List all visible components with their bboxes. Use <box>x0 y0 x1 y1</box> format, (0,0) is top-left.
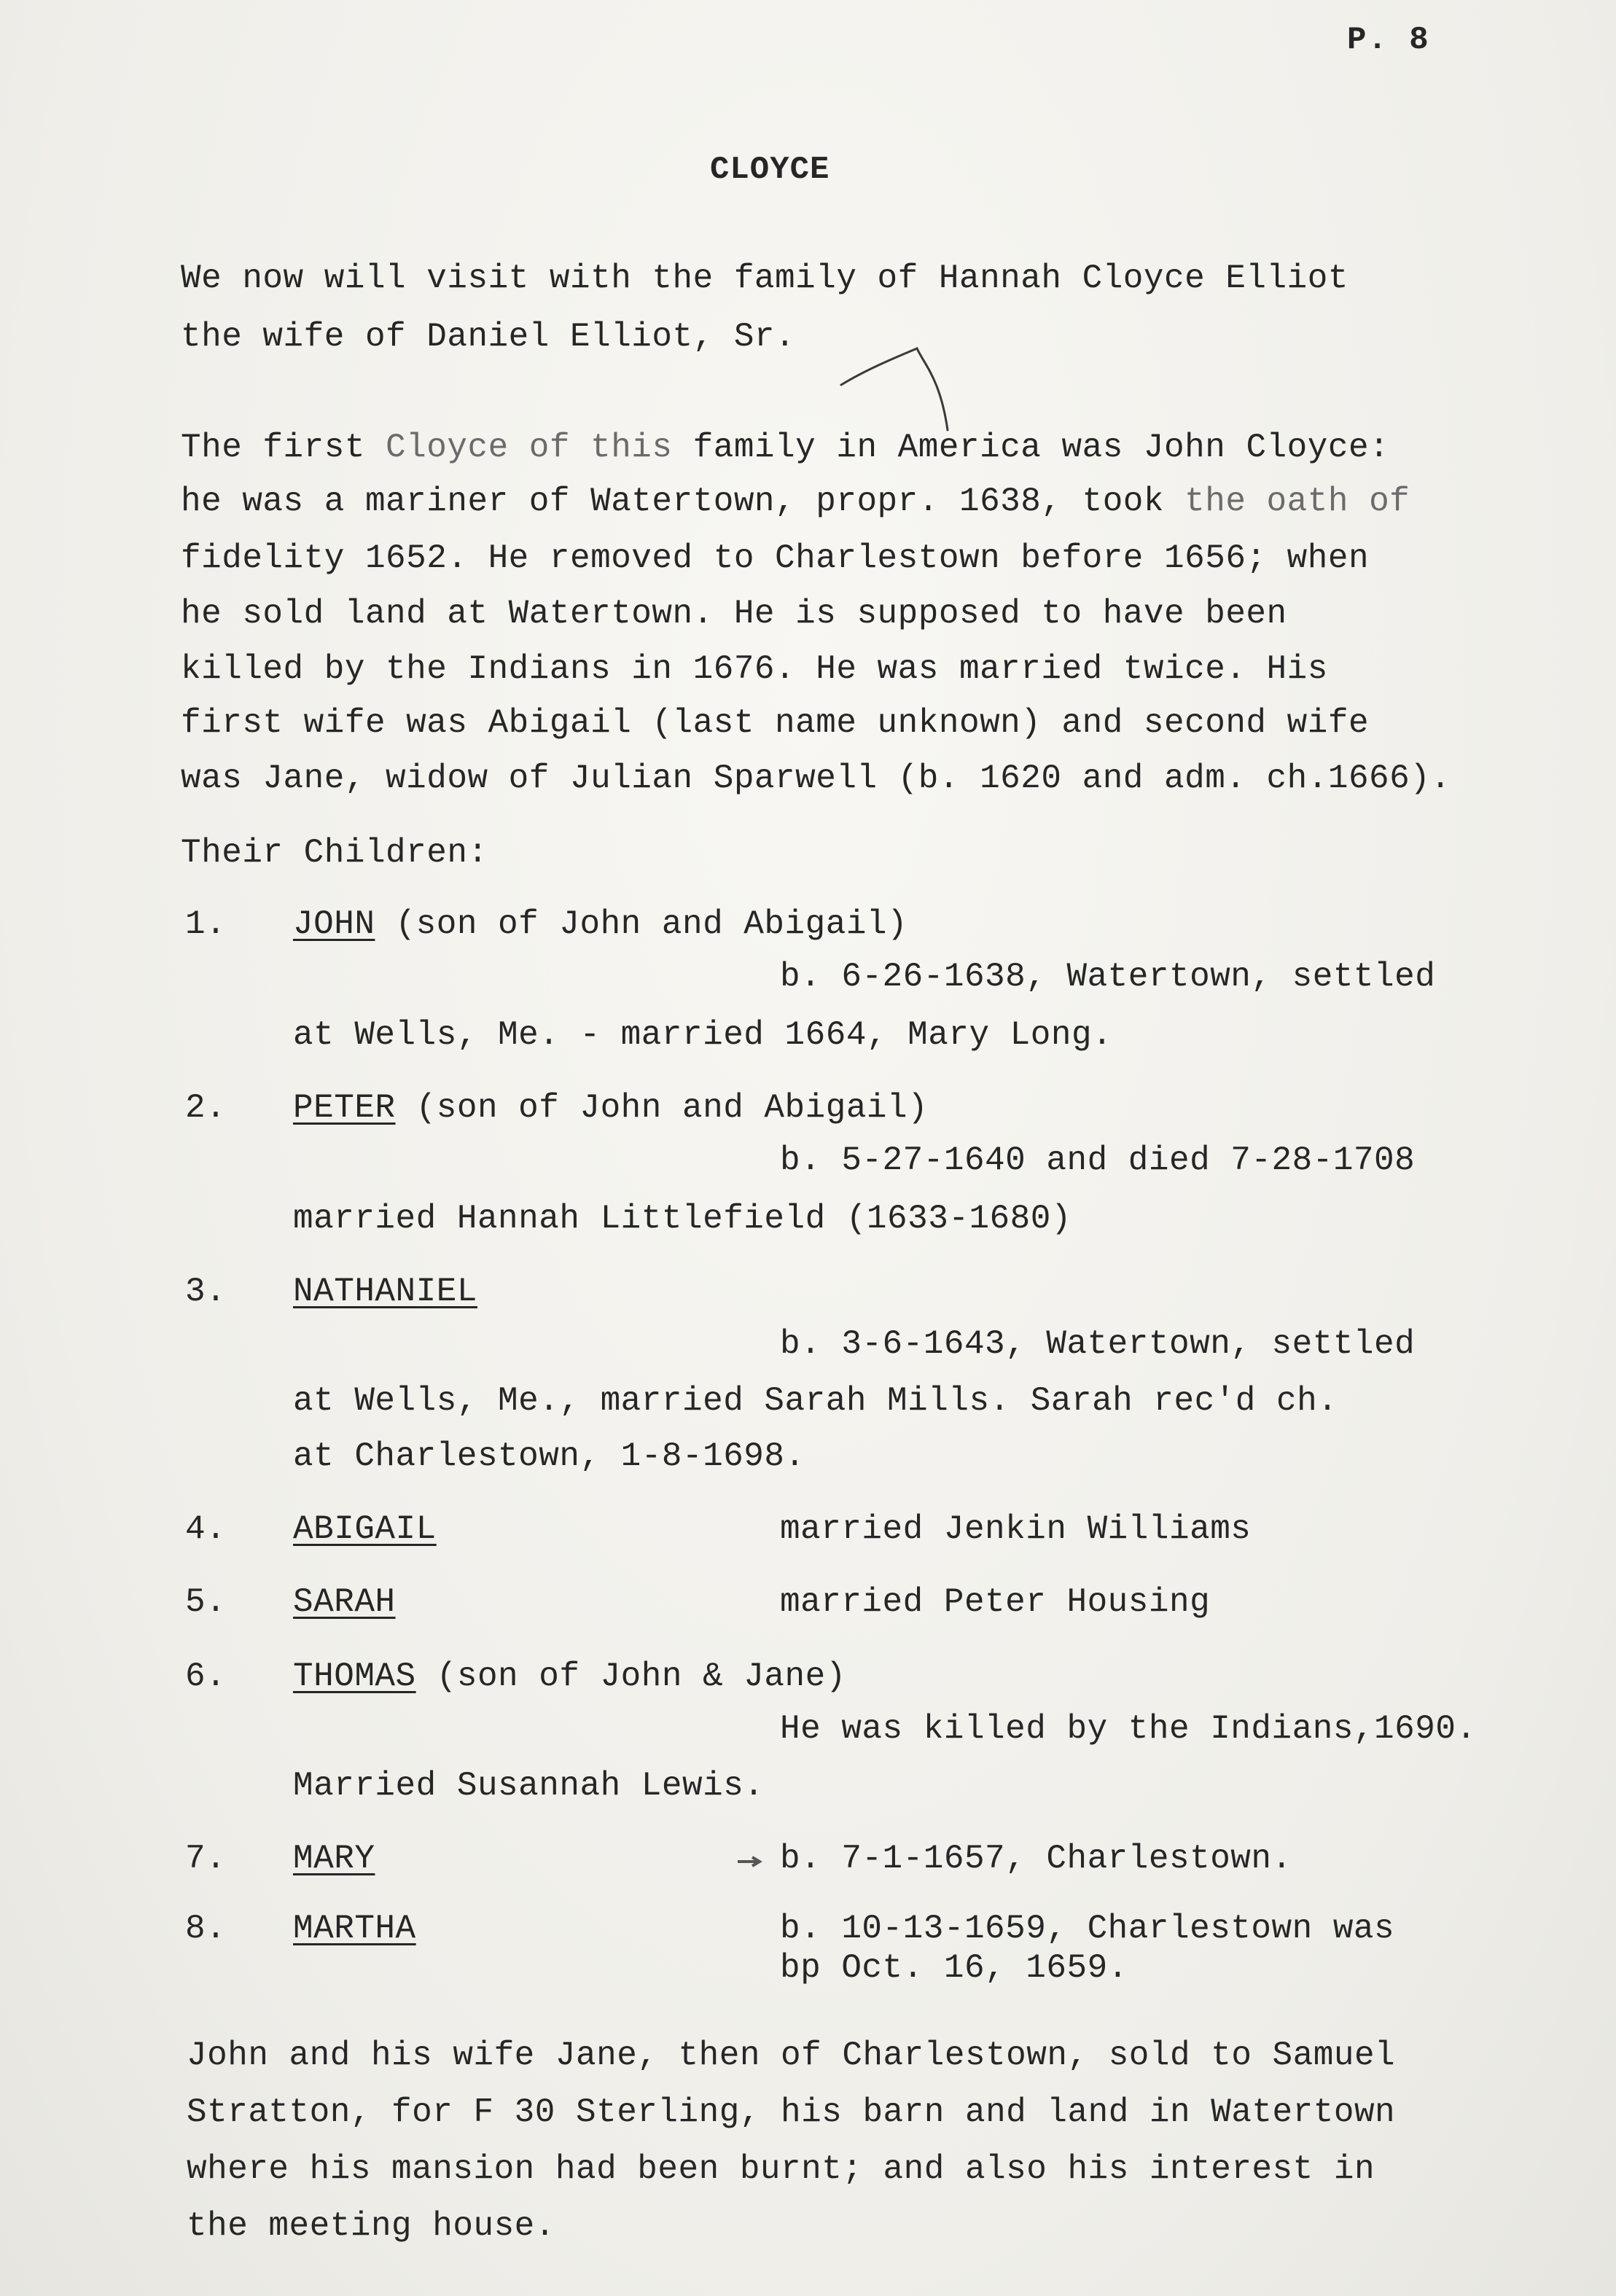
stray-arrow-mark <box>736 1854 765 1869</box>
child-number: 3. <box>185 1273 227 1311</box>
intro-line-1: We now will visit with the family of Hannah Cloyce Elliot <box>181 259 1348 297</box>
page-title: CLOYCE <box>710 152 830 188</box>
child-name-line <box>293 904 907 945</box>
child-number: 1. <box>185 905 227 943</box>
child-name: JOHN <box>293 905 375 943</box>
handwritten-caret-mark <box>838 335 962 437</box>
history-line-2 <box>181 481 1410 522</box>
closing-line-2: Stratton, for F 30 Sterling, his barn and land in Watertown <box>187 2093 1396 2131</box>
child-extra: married Hannah Littlefield (1633-1680) <box>293 1200 1072 1238</box>
child-detail: married Peter Housing <box>780 1583 1211 1621</box>
child-extra: bp Oct. 16, 1659. <box>780 1949 1128 1987</box>
child-name-line <box>293 1582 396 1623</box>
history-line-1 <box>181 427 1389 468</box>
child-name: PETER <box>293 1089 396 1127</box>
history-line-1-a: The first <box>181 429 386 466</box>
child-number: 2. <box>185 1089 227 1127</box>
child-extra: at Wells, Me., married Sarah Mills. Sarah rec'd ch. <box>293 1382 1338 1420</box>
child-name: NATHANIEL <box>293 1273 477 1311</box>
child-number: 8. <box>185 1910 227 1948</box>
child-extra: at Charlestown, 1-8-1698. <box>293 1437 805 1475</box>
history-line-3: fidelity 1652. He removed to Charlestown before 1656; when <box>181 539 1370 577</box>
history-line-7: was Jane, widow of Julian Sparwell (b. 1620 and adm. ch.1666). <box>181 760 1451 797</box>
history-line-1-c: family in America was John Cloyce: <box>672 429 1390 466</box>
child-name-line <box>293 1088 928 1128</box>
closing-line-4: the meeting house. <box>187 2207 555 2245</box>
child-name: ABIGAIL <box>293 1510 437 1548</box>
child-detail: He was killed by the Indians,1690. <box>780 1710 1477 1748</box>
child-parents: (son of John and Abigail) <box>375 905 908 943</box>
child-name: THOMAS <box>293 1657 416 1695</box>
child-detail: b. 10-13-1659, Charlestown was <box>780 1910 1395 1948</box>
child-name-line <box>293 1908 416 1949</box>
child-name-line <box>293 1509 437 1550</box>
closing-line-1: John and his wife Jane, then of Charlestown, sold to Samuel <box>187 2037 1396 2074</box>
child-extra: at Wells, Me. - married 1664, Mary Long. <box>293 1016 1113 1054</box>
child-number: 5. <box>185 1583 227 1621</box>
child-detail: b. 3-6-1643, Watertown, settled <box>780 1325 1416 1363</box>
child-name-line <box>293 1838 375 1879</box>
child-detail: married Jenkin Williams <box>780 1510 1252 1548</box>
history-line-5: killed by the Indians in 1676. He was married twice. His <box>181 650 1328 688</box>
child-name-line <box>293 1656 846 1697</box>
intro-line-2: the wife of Daniel Elliot, Sr. <box>181 318 796 356</box>
child-detail: b. 7-1-1657, Charlestown. <box>780 1840 1292 1878</box>
history-line-2-a: he was a mariner of Watertown, propr. 1638, took <box>181 483 1185 520</box>
child-number: 7. <box>185 1840 227 1878</box>
child-number: 6. <box>185 1657 227 1695</box>
child-parents: (son of John & Jane) <box>415 1657 846 1695</box>
closing-line-3: where his mansion had been burnt; and also his interest in <box>187 2150 1375 2188</box>
history-line-1-faded: Cloyce of this <box>386 429 673 466</box>
history-line-4: he sold land at Watertown. He is supposed to have been <box>181 595 1287 633</box>
child-extra: Married Susannah Lewis. <box>293 1767 765 1805</box>
child-number: 4. <box>185 1510 227 1548</box>
child-detail: b. 6-26-1638, Watertown, settled <box>780 958 1436 996</box>
page-number: P. 8 <box>1347 22 1430 58</box>
child-name-line <box>293 1271 477 1312</box>
children-heading: Their Children: <box>181 834 488 872</box>
child-detail: b. 5-27-1640 and died 7-28-1708 <box>780 1141 1416 1179</box>
child-parents: (son of John and Abigail) <box>395 1089 929 1127</box>
child-name: MARY <box>293 1840 375 1878</box>
history-line-2-faded: the oath of <box>1184 483 1410 520</box>
history-line-6: first wife was Abigail (last name unknown) and second wife <box>181 704 1370 742</box>
child-name: SARAH <box>293 1583 396 1621</box>
child-name: MARTHA <box>293 1910 416 1948</box>
